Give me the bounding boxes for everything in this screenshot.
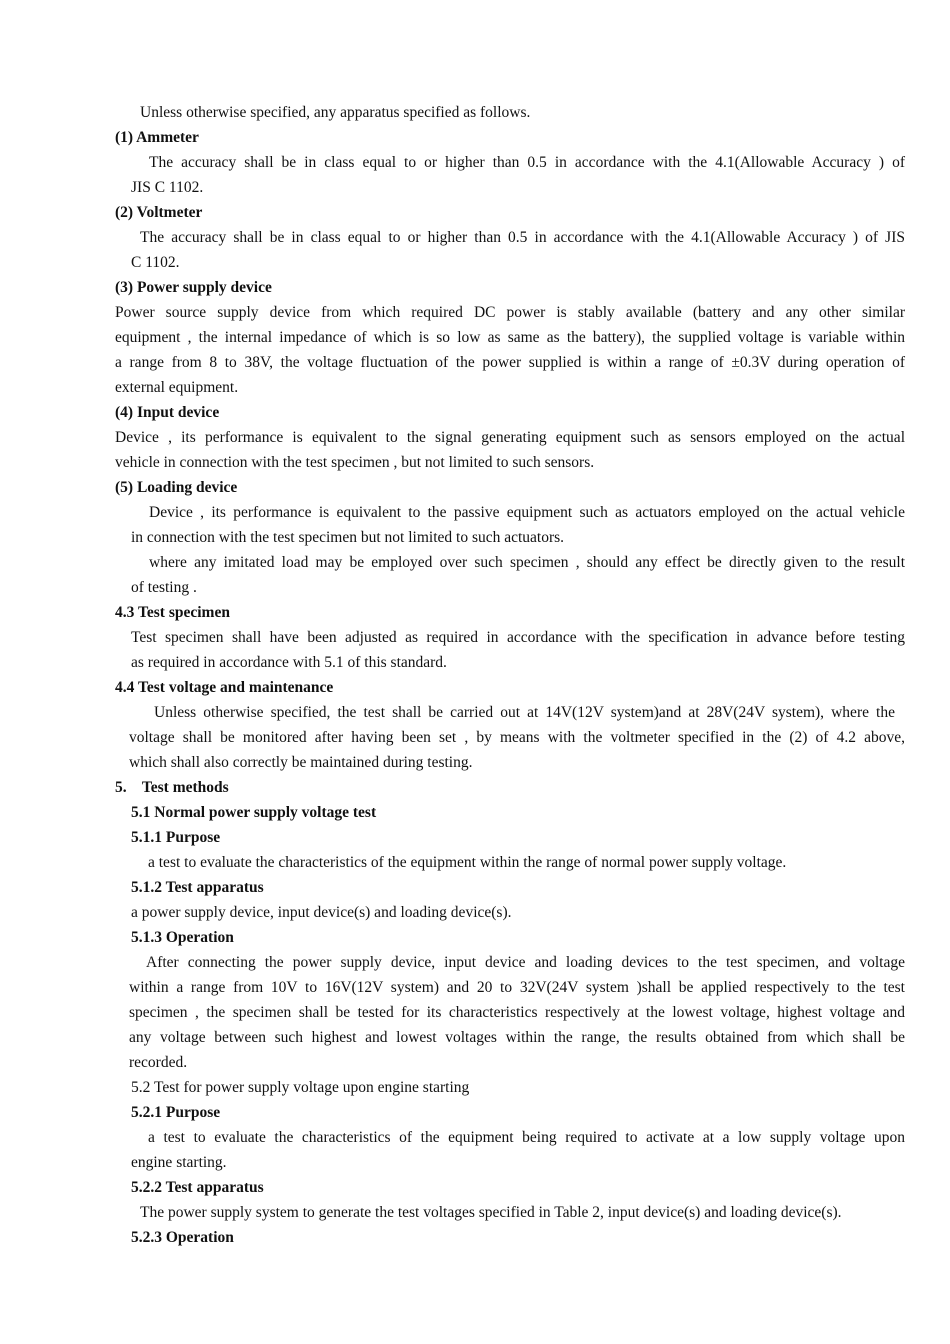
section-5-2-3-heading: 5.2.3 Operation: [131, 1229, 234, 1246]
section-5-2-1-heading: 5.2.1 Purpose: [131, 1104, 221, 1121]
power-supply-text-line: a range from 8 to 38V, the voltage fluctuation of the power supplied is within a range of ±0.3V during operation of: [115, 354, 905, 371]
section-5-1-1-text: a test to evaluate the characteristics of the equipment within the range of normal power supply voltage.: [148, 854, 787, 871]
test-voltage-text-line: Unless otherwise specified, the test shall be carried out at 14V(12V system)and at 28V(24V system), where the: [154, 704, 895, 721]
test-voltage-heading: 4.4 Test voltage and maintenance: [115, 679, 334, 696]
section-5-2-1-text-line: engine starting.: [131, 1154, 227, 1171]
voltmeter-text-line: The accuracy shall be in class equal to or higher than 0.5 in accordance with the 4.1(Allowable Accuracy ) of JIS: [140, 229, 905, 246]
section-5-1-3-text-line: specimen , the specimen shall be tested for its characteristics respectively at the lowest voltage, highest voltage and: [129, 1004, 905, 1021]
section-5-1-2-text: a power supply device, input device(s) and loading device(s).: [131, 904, 512, 921]
test-specimen-heading: 4.3 Test specimen: [115, 604, 230, 621]
voltmeter-heading: (2) Voltmeter: [115, 204, 203, 221]
test-specimen-text-line: as required in accordance with 5.1 of this standard.: [131, 654, 447, 671]
intro-text: Unless otherwise specified, any apparatus specified as follows.: [140, 104, 531, 121]
ammeter-text-line: JIS C 1102.: [131, 179, 204, 196]
test-voltage-text-line: which shall also correctly be maintained during testing.: [129, 754, 473, 771]
loading-device-text-line: Device , its performance is equivalent to the passive equipment such as actuators employed on the actual vehicle: [149, 504, 905, 521]
power-supply-heading: (3) Power supply device: [115, 279, 272, 296]
loading-device-heading: (5) Loading device: [115, 479, 238, 496]
loading-device-text-line: where any imitated load may be employed over such specimen , should any effect be directly given to the result: [149, 554, 905, 571]
section-5-1-3-text-line: After connecting the power supply device, input device and loading devices to the test specimen, and voltage: [146, 954, 905, 971]
ammeter-heading: (1) Ammeter: [115, 129, 199, 146]
input-device-text-line: Device , its performance is equivalent to the signal generating equipment such as sensors employed on the actual: [115, 429, 905, 446]
voltmeter-text-line: C 1102.: [131, 254, 180, 271]
section-5-1-3-text-line: any voltage between such highest and lowest voltages within the range, the results obtained from which shall be: [129, 1029, 905, 1046]
section-5-1-heading: 5.1 Normal power supply voltage test: [131, 804, 377, 821]
loading-device-text-line: of testing .: [131, 579, 197, 596]
section-5-1-2-heading: 5.1.2 Test apparatus: [131, 879, 264, 896]
ammeter-text-line: The accuracy shall be in class equal to or higher than 0.5 in accordance with the 4.1(Allowable Accuracy ) of: [149, 154, 905, 171]
section-5-2-1-text-line: a test to evaluate the characteristics of the equipment being required to activate at a low supply voltage upon: [148, 1129, 905, 1146]
section-5-2-2-text: The power supply system to generate the test voltages specified in Table 2, input device(s) and loading device(s).: [140, 1204, 842, 1221]
input-device-text-line: vehicle in connection with the test specimen , but not limited to such sensors.: [115, 454, 595, 471]
section-5-2-2-heading: 5.2.2 Test apparatus: [131, 1179, 264, 1196]
test-specimen-text-line: Test specimen shall have been adjusted as required in accordance with the specification in advance before testing: [131, 629, 905, 646]
power-supply-text-line: Power source supply device from which required DC power is stably available (battery and any other similar: [115, 304, 905, 321]
input-device-heading: (4) Input device: [115, 404, 220, 421]
loading-device-text-line: in connection with the test specimen but not limited to such actuators.: [131, 529, 565, 546]
power-supply-text-line: external equipment.: [115, 379, 239, 396]
section-5-1-1-heading: 5.1.1 Purpose: [131, 829, 221, 846]
test-voltage-text-line: voltage shall be monitored after having been set , by means with the voltmeter specified in the (2) of 4.2 above,: [129, 729, 905, 746]
section-5-1-3-text-line: recorded.: [129, 1054, 188, 1071]
test-methods-heading: 5. Test methods: [115, 779, 229, 796]
section-5-1-3-heading: 5.1.3 Operation: [131, 929, 234, 946]
section-5-1-3-text-line: within a range from 10V to 16V(12V system) and 20 to 32V(24V system )shall be applied respectively to the test: [129, 979, 905, 996]
power-supply-text-line: equipment , the internal impedance of which is so low as same as the battery), the supplied voltage is variable within: [115, 329, 905, 346]
section-5-2-heading: 5.2 Test for power supply voltage upon engine starting: [131, 1079, 470, 1096]
